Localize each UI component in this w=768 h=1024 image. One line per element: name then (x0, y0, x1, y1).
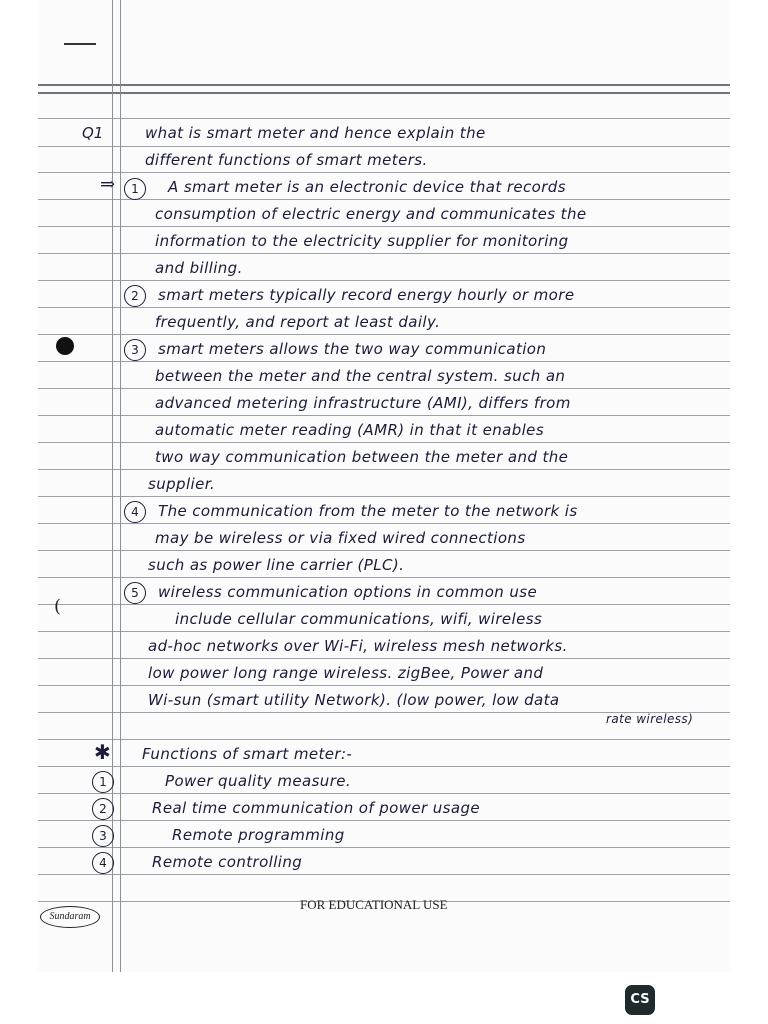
page-rule (38, 388, 730, 389)
page-rule (38, 820, 730, 821)
page-rule (38, 874, 730, 875)
answer-line-note: rate wireless) (606, 712, 694, 726)
page-rule (38, 550, 730, 551)
point-number: 1 (124, 178, 146, 200)
function-number: 4 (92, 852, 114, 874)
answer-line: wireless communication options in common use (158, 583, 538, 601)
camscanner-badge: CS (625, 985, 655, 1015)
answer-line: include cellular communications, wifi, wireless (175, 610, 543, 628)
question-number: Q1 (82, 124, 104, 142)
page-rule (38, 739, 730, 740)
page-rule (38, 146, 730, 147)
question-line: what is smart meter and hence explain the (145, 124, 486, 142)
sundaram-logo: Sundaram (40, 906, 100, 928)
answer-line: automatic meter reading (AMR) in that it enables (155, 421, 545, 439)
answer-line: smart meters typically record energy hourly or more (158, 286, 575, 304)
answer-line: The communication from the meter to the network is (158, 502, 578, 520)
answer-line: ad-hoc networks over Wi-Fi, wireless mesh networks. (148, 637, 568, 655)
function-item: Power quality measure. (165, 772, 352, 790)
page-rule (38, 766, 730, 767)
page-rule (38, 84, 730, 86)
function-number: 1 (92, 771, 114, 793)
arrow-icon: ⇒ (100, 174, 116, 195)
page-rule (38, 253, 730, 254)
question-line: different functions of smart meters. (145, 151, 428, 169)
page-rule (38, 361, 730, 362)
margin-mark: ( (54, 596, 62, 617)
page-rule (38, 793, 730, 794)
page-rule (38, 280, 730, 281)
binder-hole (56, 337, 74, 355)
functions-heading: Functions of smart meter:- (142, 745, 353, 763)
answer-line: supplier. (148, 475, 216, 493)
answer-line: A smart meter is an electronic device that records (168, 178, 566, 196)
page-rule (38, 199, 730, 200)
answer-line: low power long range wireless. zigBee, Power and (148, 664, 544, 682)
point-number: 3 (124, 339, 146, 361)
answer-line: two way communication between the meter and the (155, 448, 569, 466)
answer-line: consumption of electric energy and communicates the (155, 205, 587, 223)
answer-line: information to the electricity supplier for monitoring (155, 232, 569, 250)
answer-line: frequently, and report at least daily. (155, 313, 441, 331)
margin-line (120, 0, 121, 972)
function-item: Remote controlling (152, 853, 303, 871)
footer-text: FOR EDUCATIONAL USE (300, 897, 448, 912)
answer-line: may be wireless or via fixed wired connections (155, 529, 526, 547)
page-rule (38, 523, 730, 524)
page-rule (38, 496, 730, 497)
margin-line (112, 0, 113, 972)
function-number: 2 (92, 798, 114, 820)
point-number: 2 (124, 285, 146, 307)
asterisk-icon: ✱ (94, 740, 111, 764)
page-rule (38, 604, 730, 605)
point-number: 4 (124, 501, 146, 523)
page-rule (38, 442, 730, 443)
page-rule (38, 307, 730, 308)
page-rule (38, 172, 730, 173)
function-item: Remote programming (172, 826, 345, 844)
page-rule (38, 631, 730, 632)
page-rule (38, 658, 730, 659)
page-rule (38, 118, 730, 119)
answer-line: advanced metering infrastructure (AMI), differs from (155, 394, 571, 412)
page-rule (38, 334, 730, 335)
answer-line: between the meter and the central system. such an (155, 367, 566, 385)
page-rule (38, 415, 730, 416)
answer-line: and billing. (155, 259, 243, 277)
answer-line: Wi-sun (smart utility Network). (low power, low data (148, 691, 560, 709)
page-rule (38, 577, 730, 578)
page-rule (38, 469, 730, 470)
page-rule (38, 92, 730, 94)
answer-line: smart meters allows the two way communication (158, 340, 547, 358)
page-rule (38, 226, 730, 227)
point-number: 5 (124, 582, 146, 604)
page-rule (38, 685, 730, 686)
page-rule (38, 847, 730, 848)
function-item: Real time communication of power usage (152, 799, 481, 817)
function-number: 3 (92, 825, 114, 847)
answer-line: such as power line carrier (PLC). (148, 556, 405, 574)
top-dash-mark (64, 43, 96, 45)
